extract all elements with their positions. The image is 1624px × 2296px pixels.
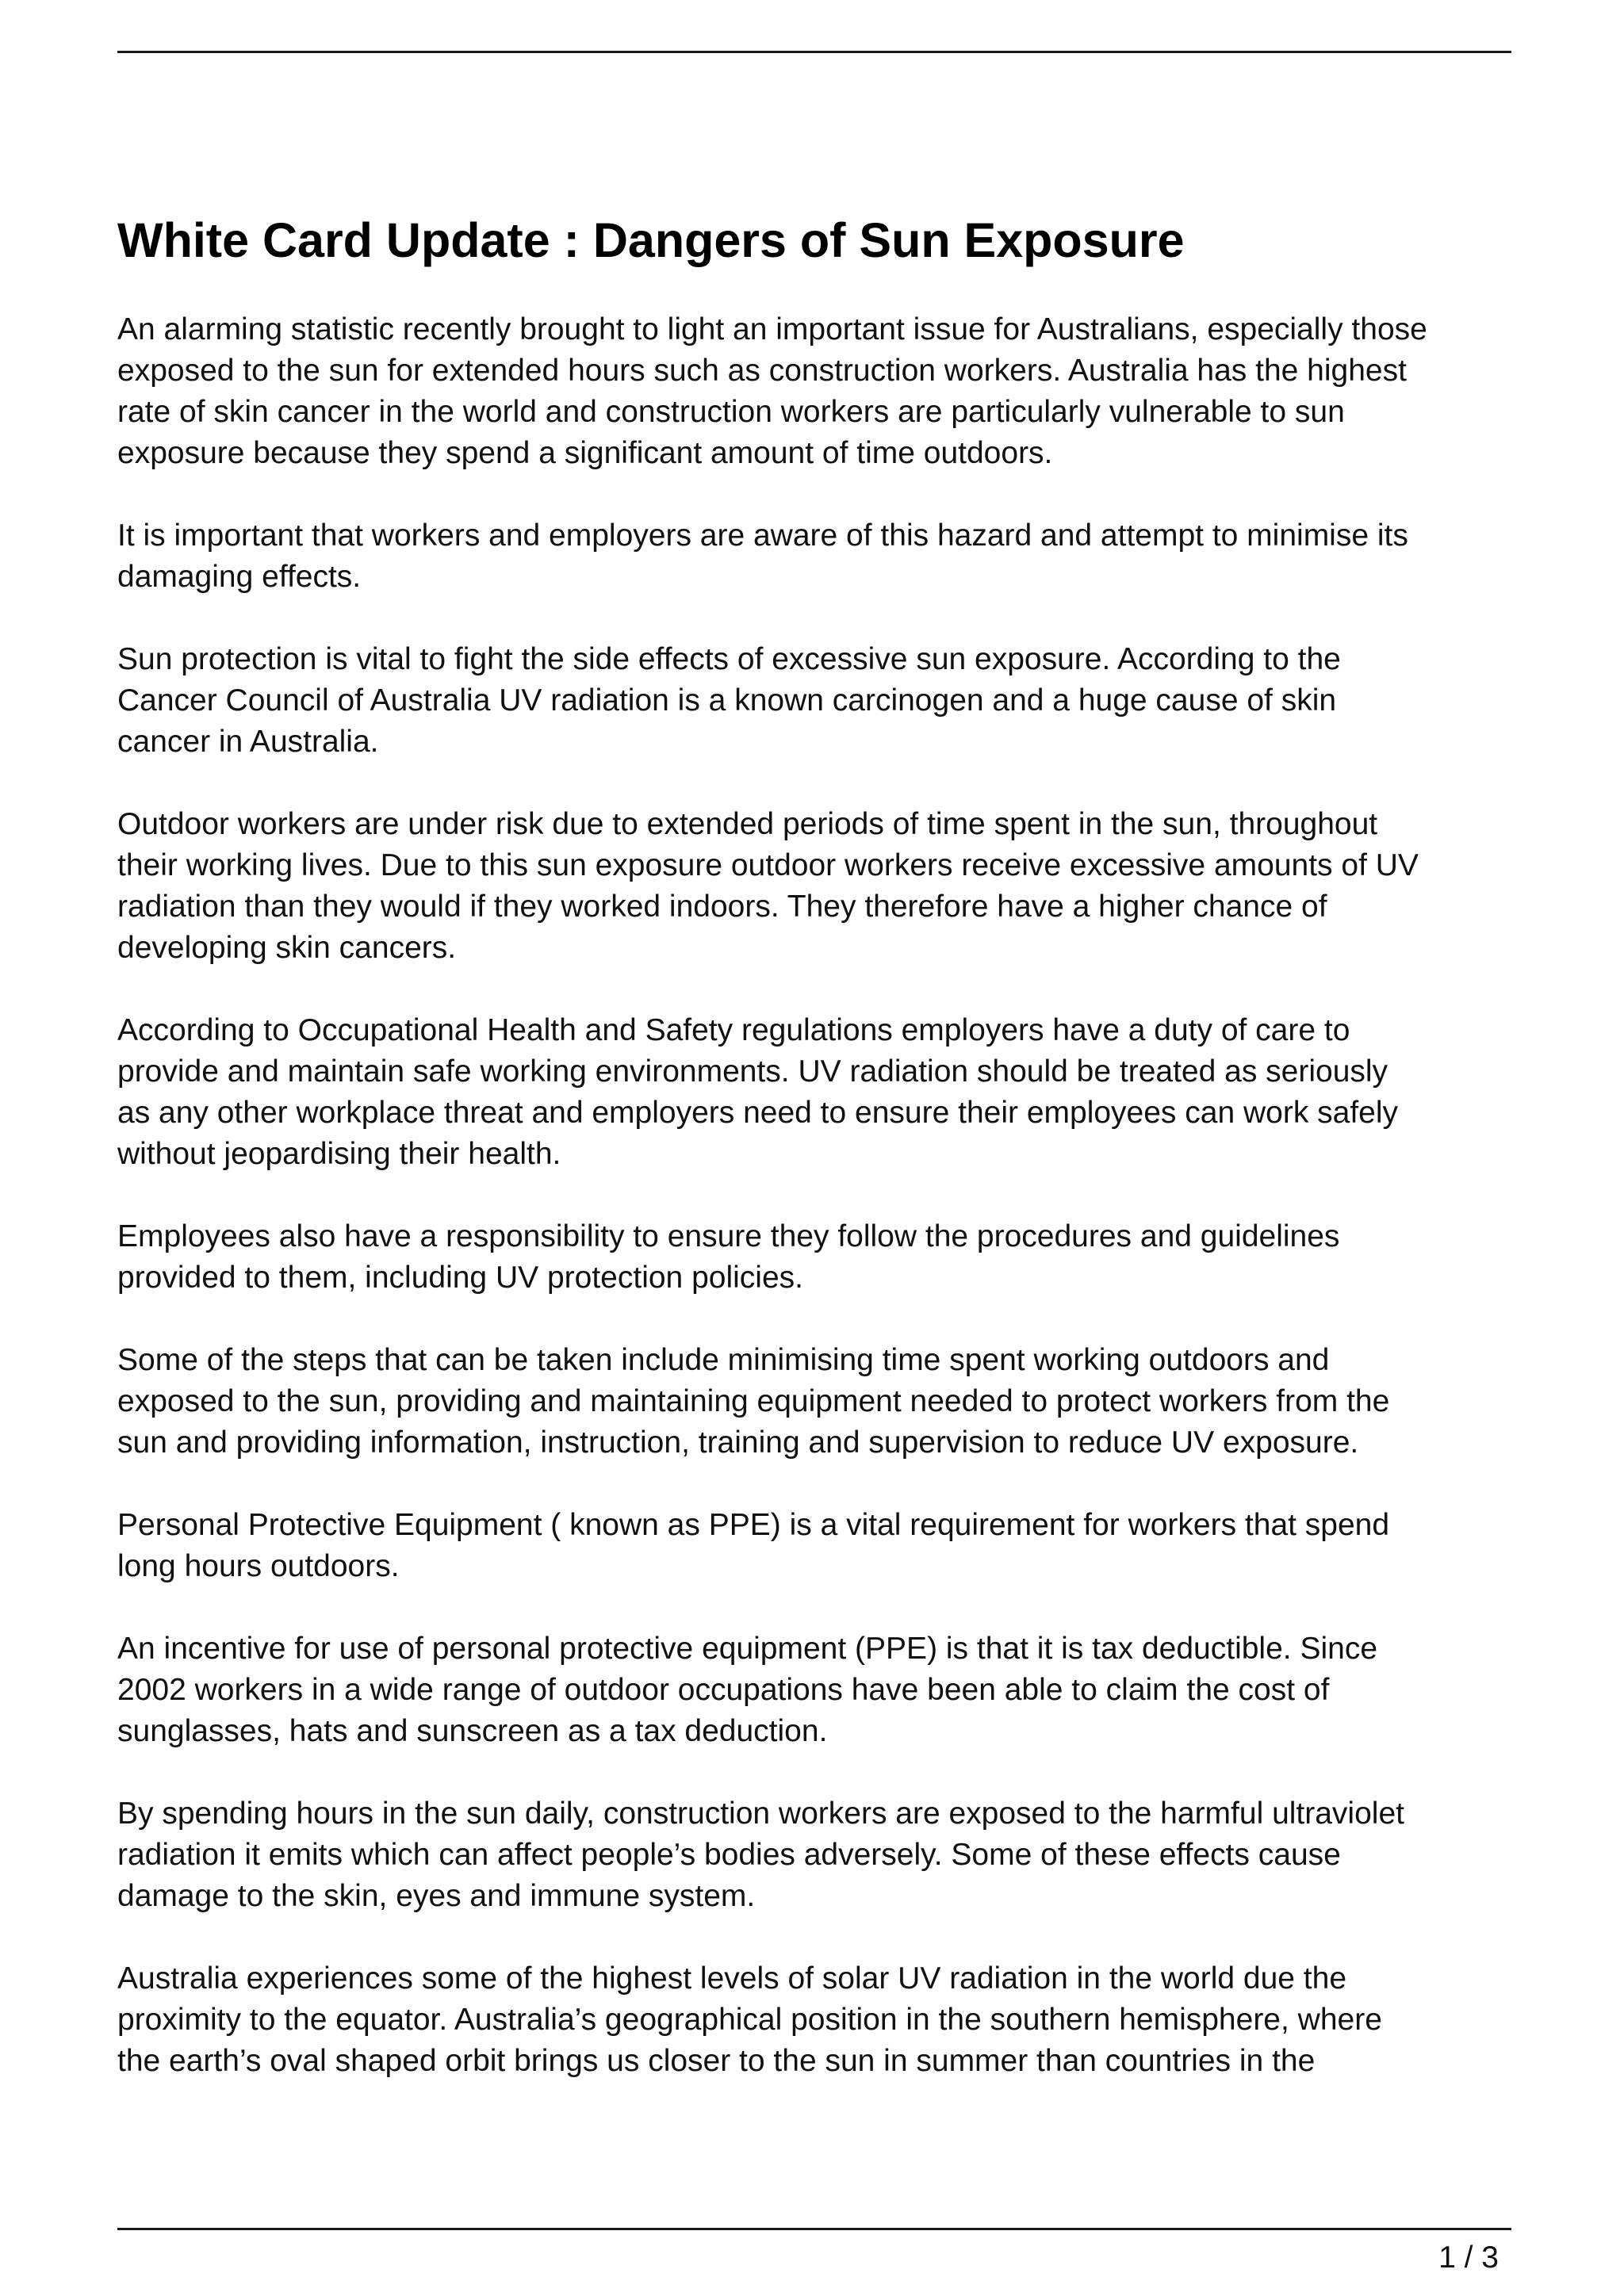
paragraph-line: exposed to the sun for extended hours such as construction workers. Australia has the highest: [117, 354, 1407, 388]
body-paragraph: [117, 515, 1513, 598]
paragraph-line: 2002 workers in a wide range of outdoor occupations have been able to claim the cost of: [117, 1673, 1330, 1707]
header-rule: [117, 51, 1511, 53]
paragraph-line: According to Occupational Health and Safety regulations employers have a duty of care to: [117, 1013, 1350, 1047]
paragraph-line: sunglasses, hats and sunscreen as a tax deduction.: [117, 1714, 828, 1748]
paragraph-line: radiation it emits which can affect people’s bodies adversely. Some of these effects cause: [117, 1838, 1341, 1872]
body-paragraph: [117, 1628, 1513, 1752]
document-title: White Card Update : Dangers of Sun Exposure: [117, 213, 1185, 267]
footer-rule: [117, 2228, 1511, 2230]
paragraph-line: their working lives. Due to this sun exposure outdoor workers receive excessive amounts of UV: [117, 848, 1419, 882]
body-paragraph: [117, 1340, 1513, 1464]
paragraph-line: damage to the skin, eyes and immune system.: [117, 1879, 756, 1913]
body-paragraph: [117, 1793, 1513, 1917]
paragraph-line: sun and providing information, instruction, training and supervision to reduce UV exposure.: [117, 1425, 1359, 1460]
paragraph-line: By spending hours in the sun daily, construction workers are exposed to the harmful ultraviolet: [117, 1797, 1404, 1831]
paragraph-line: Cancer Council of Australia UV radiation is a known carcinogen and a huge cause of skin: [117, 683, 1337, 718]
paragraph-line: Australia experiences some of the highest levels of solar UV radiation in the world due the: [117, 1961, 1347, 1996]
body-paragraph: [117, 1505, 1513, 1587]
paragraph-line: without jeopardising their health.: [117, 1137, 561, 1171]
paragraph-line: proximity to the equator. Australia’s geographical position in the southern hemisphere, where: [117, 2003, 1382, 2037]
paragraph-line: Personal Protective Equipment ( known as PPE) is a vital requirement for workers that spend: [117, 1508, 1390, 1542]
paragraph-line: the earth’s oval shaped orbit brings us closer to the sun in summer than countries in the: [117, 2044, 1316, 2078]
body-paragraph: [117, 804, 1513, 969]
paragraph-line: rate of skin cancer in the world and construction workers are particularly vulnerable to sun: [117, 395, 1345, 429]
body-paragraph: [117, 639, 1513, 763]
body-paragraph: [117, 1010, 1513, 1175]
paragraph-line: as any other workplace threat and employers need to ensure their employees can work safely: [117, 1096, 1399, 1130]
body-paragraph: [117, 1958, 1513, 2082]
document-body: [117, 309, 1513, 2123]
paragraph-line: provide and maintain safe working environments. UV radiation should be treated as seriously: [117, 1054, 1388, 1089]
body-paragraph: [117, 1216, 1513, 1299]
paragraph-line: developing skin cancers.: [117, 931, 457, 965]
paragraph-line: damaging effects.: [117, 560, 362, 594]
paragraph-line: Employees also have a responsibility to ensure they follow the procedures and guidelines: [117, 1219, 1340, 1253]
paragraph-line: Some of the steps that can be taken include minimising time spent working outdoors and: [117, 1343, 1330, 1377]
page-number: 1 / 3: [1438, 2241, 1499, 2275]
paragraph-line: An alarming statistic recently brought to light an important issue for Australians, especially those: [117, 312, 1427, 346]
paragraph-line: Sun protection is vital to fight the side effects of excessive sun exposure. According to the: [117, 642, 1341, 676]
paragraph-line: cancer in Australia.: [117, 725, 379, 759]
paragraph-line: provided to them, including UV protection policies.: [117, 1261, 803, 1295]
paragraph-line: long hours outdoors.: [117, 1549, 400, 1583]
paragraph-line: It is important that workers and employers are aware of this hazard and attempt to minimise its: [117, 519, 1408, 553]
paragraph-line: An incentive for use of personal protective equipment (PPE) is that it is tax deductible. Since: [117, 1632, 1378, 1666]
paragraph-line: exposed to the sun, providing and maintaining equipment needed to protect workers from the: [117, 1384, 1390, 1418]
paragraph-line: Outdoor workers are under risk due to extended periods of time spent in the sun, throughout: [117, 807, 1378, 841]
paragraph-line: exposure because they spend a significant amount of time outdoors.: [117, 436, 1053, 470]
paragraph-line: radiation than they would if they worked indoors. They therefore have a higher chance of: [117, 890, 1327, 924]
body-paragraph: [117, 309, 1513, 474]
